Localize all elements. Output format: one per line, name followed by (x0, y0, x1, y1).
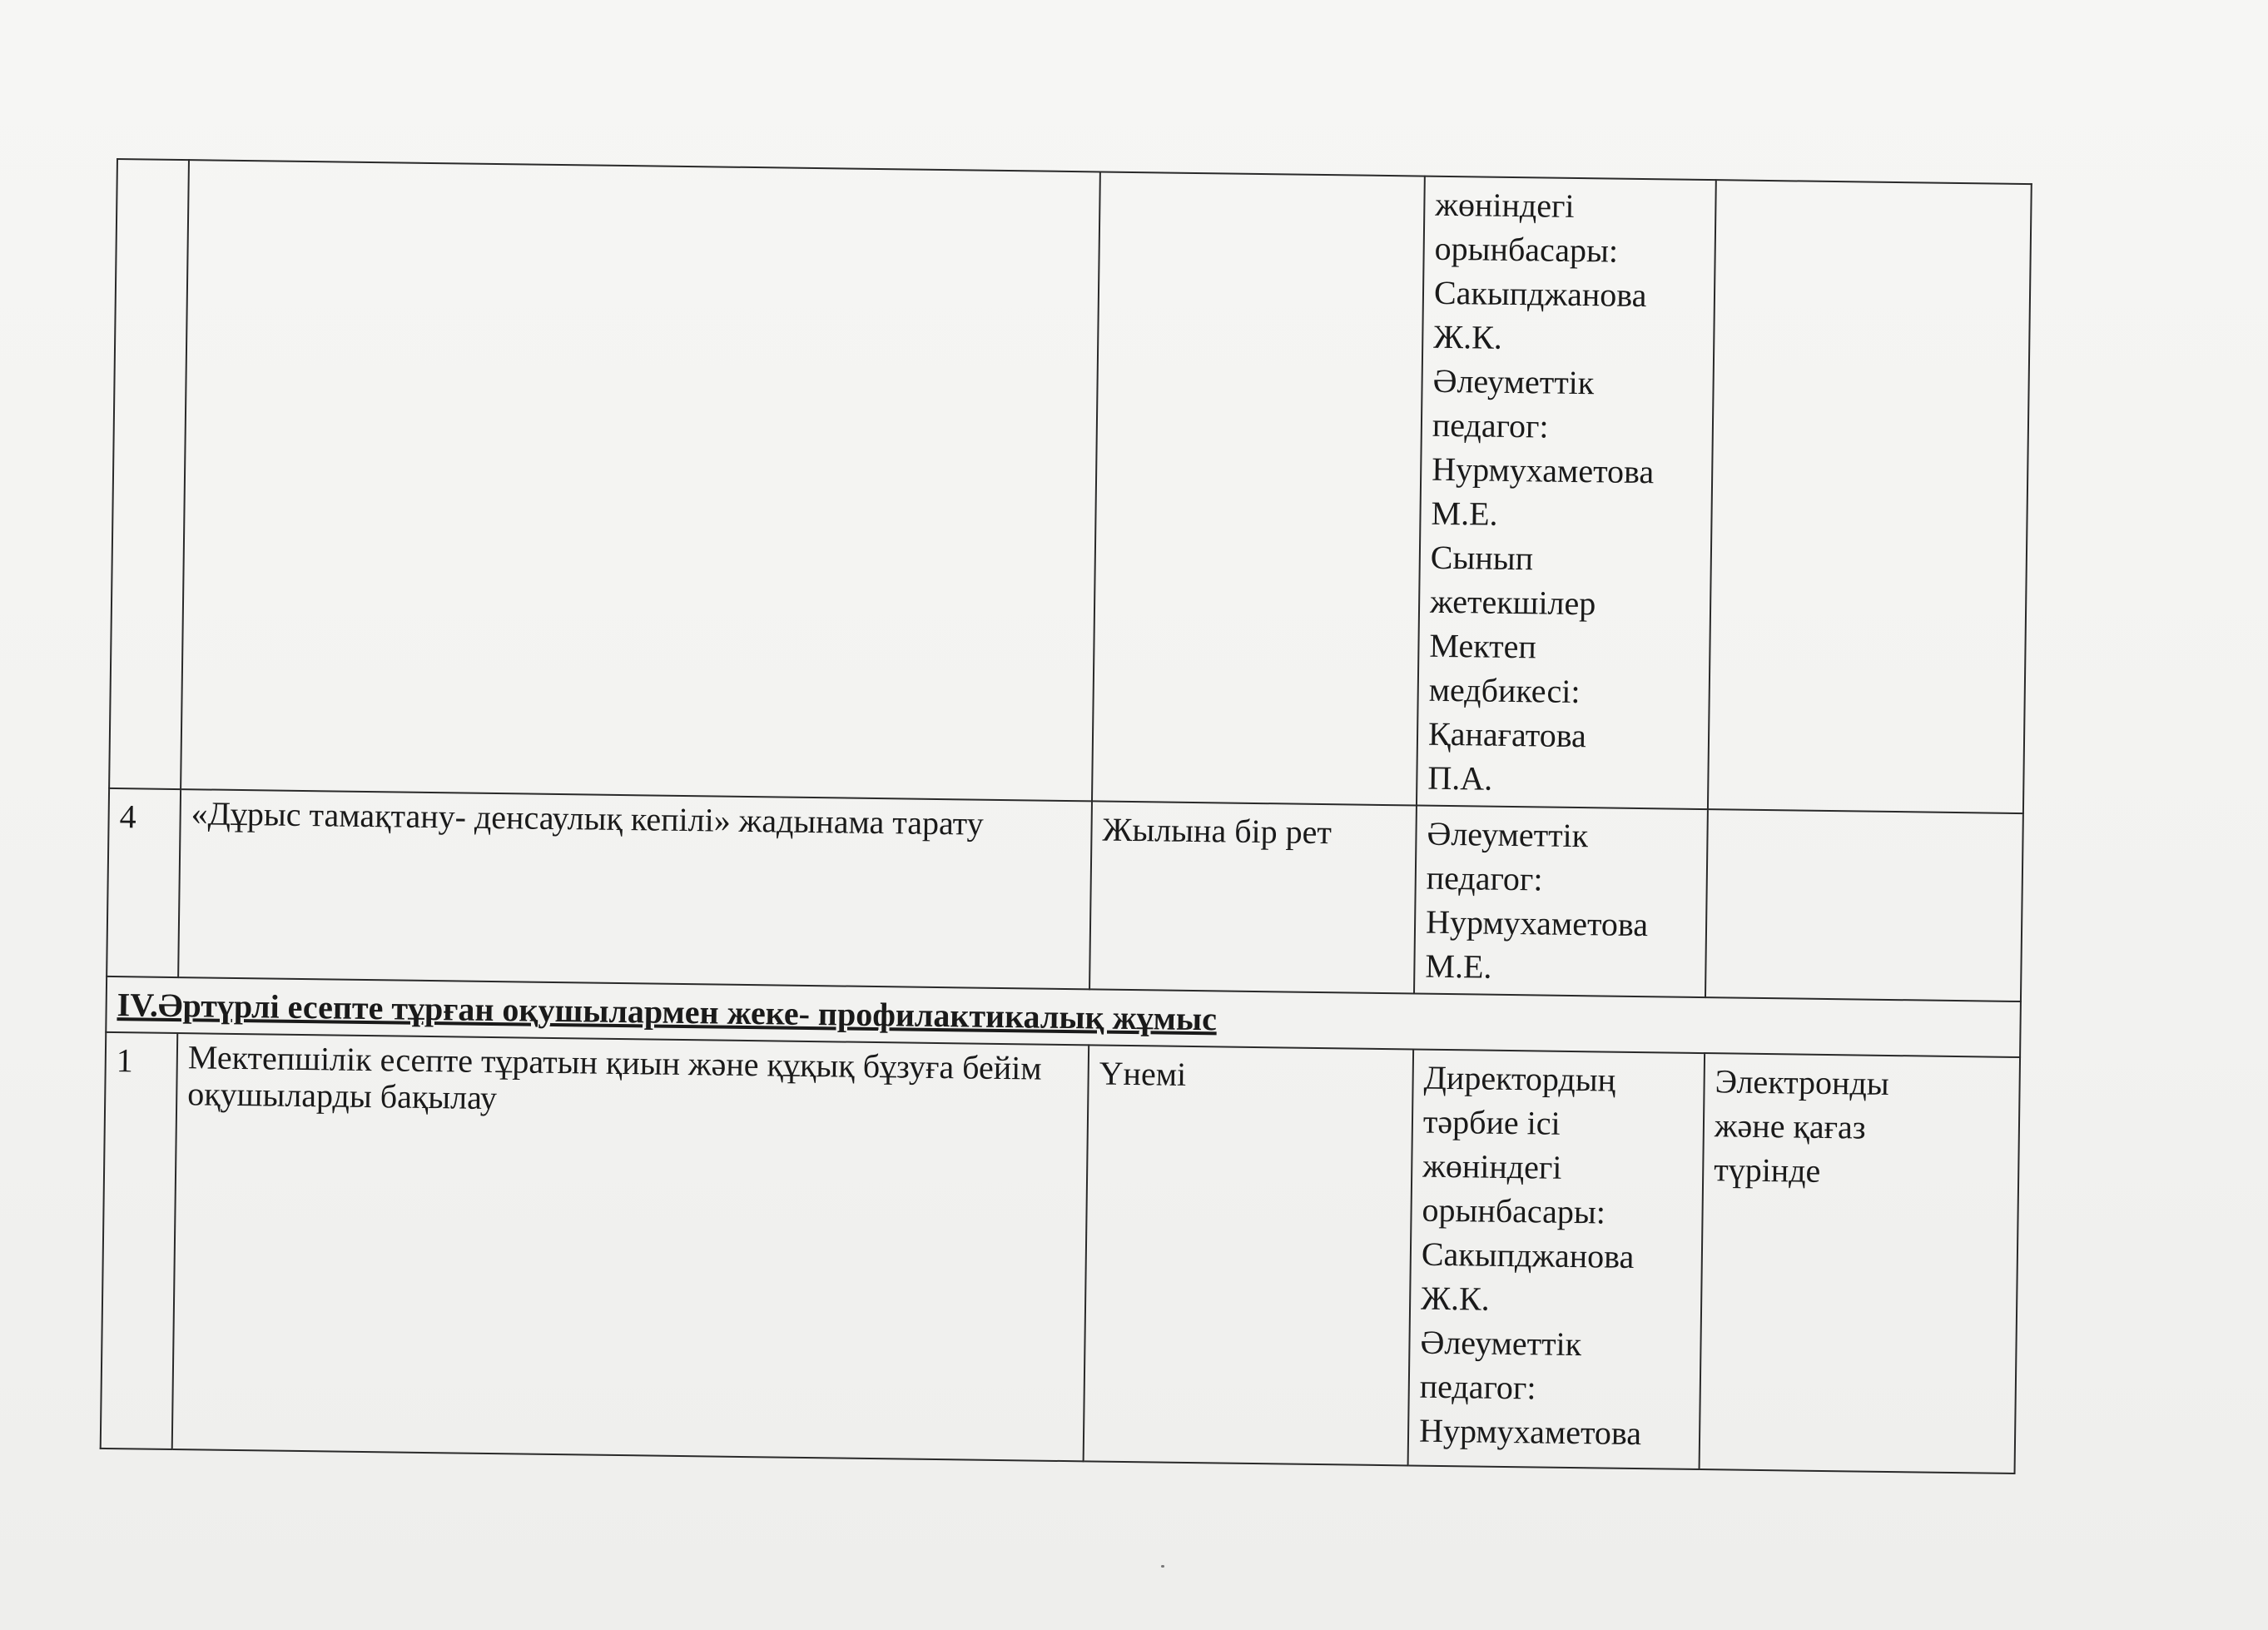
paper-speck (1161, 1565, 1164, 1568)
plan-table (100, 158, 2032, 1474)
responsible-line: Қанағатова (1427, 714, 1587, 755)
responsible-line: Әлеуметтік (1427, 814, 1589, 855)
responsible-line: Мектеп (1429, 626, 1537, 666)
event-text: Мектепшілік есепте тұратын қиын және құқық бұзуға бейім оқушыларды бақылау (187, 1038, 1042, 1117)
responsible-line: педагог: (1432, 405, 1549, 445)
form-line: Электронды (1715, 1062, 1890, 1102)
responsible-line: жетекшілер (1429, 582, 1596, 623)
table-row-continued (109, 159, 2032, 813)
cell-responsible (1417, 176, 1716, 810)
event-text: «Дұрыс тамақтану- денсаулық кепілі» жадынама тарату (191, 794, 984, 842)
responsible-line: Сакыпджанова (1433, 273, 1647, 315)
cell-number: 1 (101, 1032, 178, 1449)
cell-when: Жылына бір рет (1089, 801, 1417, 993)
table-row-4 (107, 788, 2023, 1001)
responsible-line: Нурмухаметова (1431, 450, 1655, 491)
cell-form (1705, 809, 2023, 1001)
responsible-line: орынбасары: (1422, 1190, 1606, 1231)
cell-event (172, 1033, 1089, 1461)
table-row-iv-1 (101, 1032, 2020, 1473)
cell-event (178, 789, 1092, 989)
cell-number (109, 159, 189, 789)
responsible-line: тәрбие ісі (1422, 1102, 1561, 1142)
section-iv-title: IV.Әртүрлі есепте тұрған оқушылармен жеке- профилактикалық жұмыс (106, 977, 2021, 1057)
cell-when: Үнемі (1084, 1045, 1414, 1465)
form-line: түрінде (1713, 1150, 1821, 1190)
responsible-line: жөніндегі (1422, 1146, 1562, 1186)
responsible-line: Ж.К. (1433, 317, 1503, 356)
responsible-line: жөніндегі (1435, 185, 1575, 225)
document-sheet (100, 158, 2031, 1473)
cell-number: 4 (107, 788, 181, 977)
responsible-line: М.Е. (1425, 947, 1492, 986)
responsible-line: Нурмухаметова (1425, 902, 1649, 944)
cell-when (1092, 171, 1425, 805)
responsible-line: педагог: (1426, 858, 1543, 898)
cell-event (181, 160, 1100, 801)
cell-responsible (1408, 1049, 1705, 1469)
responsible-line: Әлеуметтік (1420, 1323, 1582, 1364)
responsible-line: медбикесі: (1428, 670, 1581, 711)
responsible-line: П.А. (1427, 758, 1493, 798)
cell-responsible (1414, 806, 1708, 998)
cell-form (1708, 180, 2032, 813)
responsible-line: М.Е. (1431, 494, 1498, 533)
responsible-line: Сынып (1430, 538, 1534, 578)
responsible-line: Нурмухаметова (1418, 1411, 1642, 1453)
responsible-line: педагог: (1419, 1367, 1536, 1407)
cell-form (1700, 1053, 2021, 1473)
responsible-line: Ж.К. (1420, 1279, 1491, 1318)
responsible-line: Әлеуметтік (1432, 361, 1595, 402)
responsible-line: орынбасары: (1434, 229, 1619, 270)
responsible-line: Сакыпджанова (1421, 1235, 1635, 1275)
form-line: және қағаз (1714, 1106, 1866, 1146)
responsible-line: Директордың (1423, 1058, 1616, 1099)
